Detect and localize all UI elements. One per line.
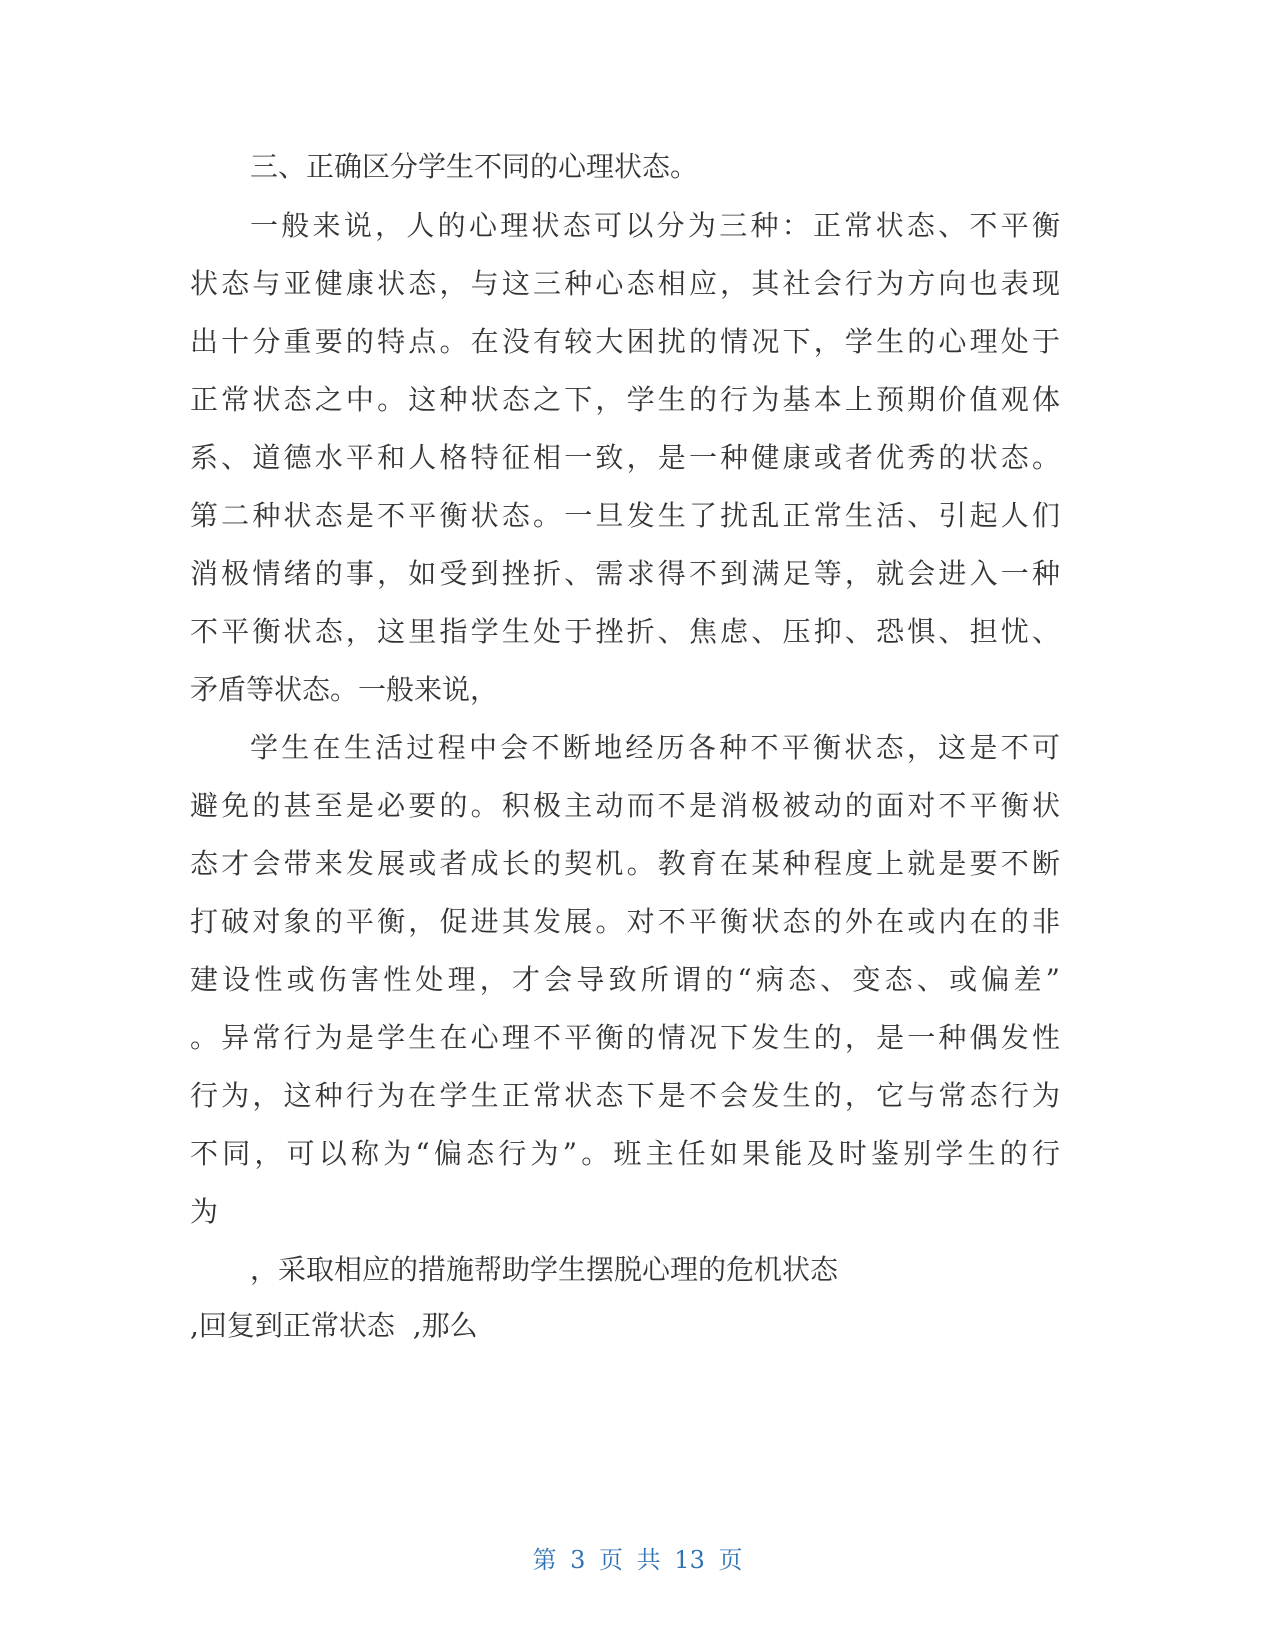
paragraph-line: 避免的甚至是必要的。积极主动而不是消极被动的面对不平衡状 — [190, 789, 1060, 822]
paragraph-line: 。异常行为是学生在心理不平衡的情况下发生的，是一种偶发性 — [190, 1021, 1060, 1054]
paragraph-line: 出十分重要的特点。在没有较大困扰的情况下，学生的心理处于 — [190, 325, 1060, 358]
paragraph-line: 消极情绪的事，如受到挫折、需求得不到满足等，就会进入一种 — [190, 557, 1060, 590]
paragraph-line: ，采取相应的措施帮助学生摆脱心理的危机状态 — [250, 1253, 839, 1286]
paragraph-line: 建设性或伤害性处理，才会导致所谓的“病态、变态、或偏差” — [190, 963, 1060, 996]
paragraph-line: 矛盾等状态。一般来说， — [190, 673, 499, 706]
page-number-footer: 第 3 页 共 13 页 — [532, 1546, 743, 1574]
paragraph-line: 第二种状态是不平衡状态。一旦发生了扰乱正常生活、引起人们 — [190, 499, 1060, 532]
paragraph-line: 行为，这种行为在学生正常状态下是不会发生的，它与常态行为 — [190, 1079, 1060, 1112]
paragraph-line: ,回复到正常状态 ,那么 — [190, 1309, 478, 1342]
paragraph-line: 系、道德水平和人格特征相一致，是一种健康或者优秀的状态。 — [190, 441, 1060, 474]
paragraph-line: 一般来说，人的心理状态可以分为三种：正常状态、不平衡 — [250, 209, 1060, 242]
paragraph-line: 状态与亚健康状态，与这三种心态相应，其社会行为方向也表现 — [190, 267, 1060, 300]
paragraph-line: 不同，可以称为“偏态行为”。班主任如果能及时鉴别学生的行 — [190, 1137, 1060, 1170]
paragraph-line: 态才会带来发展或者成长的契机。教育在某种程度上就是要不断 — [190, 847, 1060, 880]
section-heading: 三、正确区分学生不同的心理状态。 — [250, 150, 699, 183]
paragraph-line: 打破对象的平衡，促进其发展。对不平衡状态的外在或内在的非 — [190, 905, 1060, 938]
paragraph-line: 为 — [190, 1195, 219, 1228]
paragraph-line: 不平衡状态，这里指学生处于挫折、焦虑、压抑、恐惧、担忧、 — [190, 615, 1060, 648]
paragraph-line: 正常状态之中。这种状态之下，学生的行为基本上预期价值观体 — [190, 383, 1060, 416]
paragraph-line: 学生在生活过程中会不断地经历各种不平衡状态，这是不可 — [250, 731, 1060, 764]
